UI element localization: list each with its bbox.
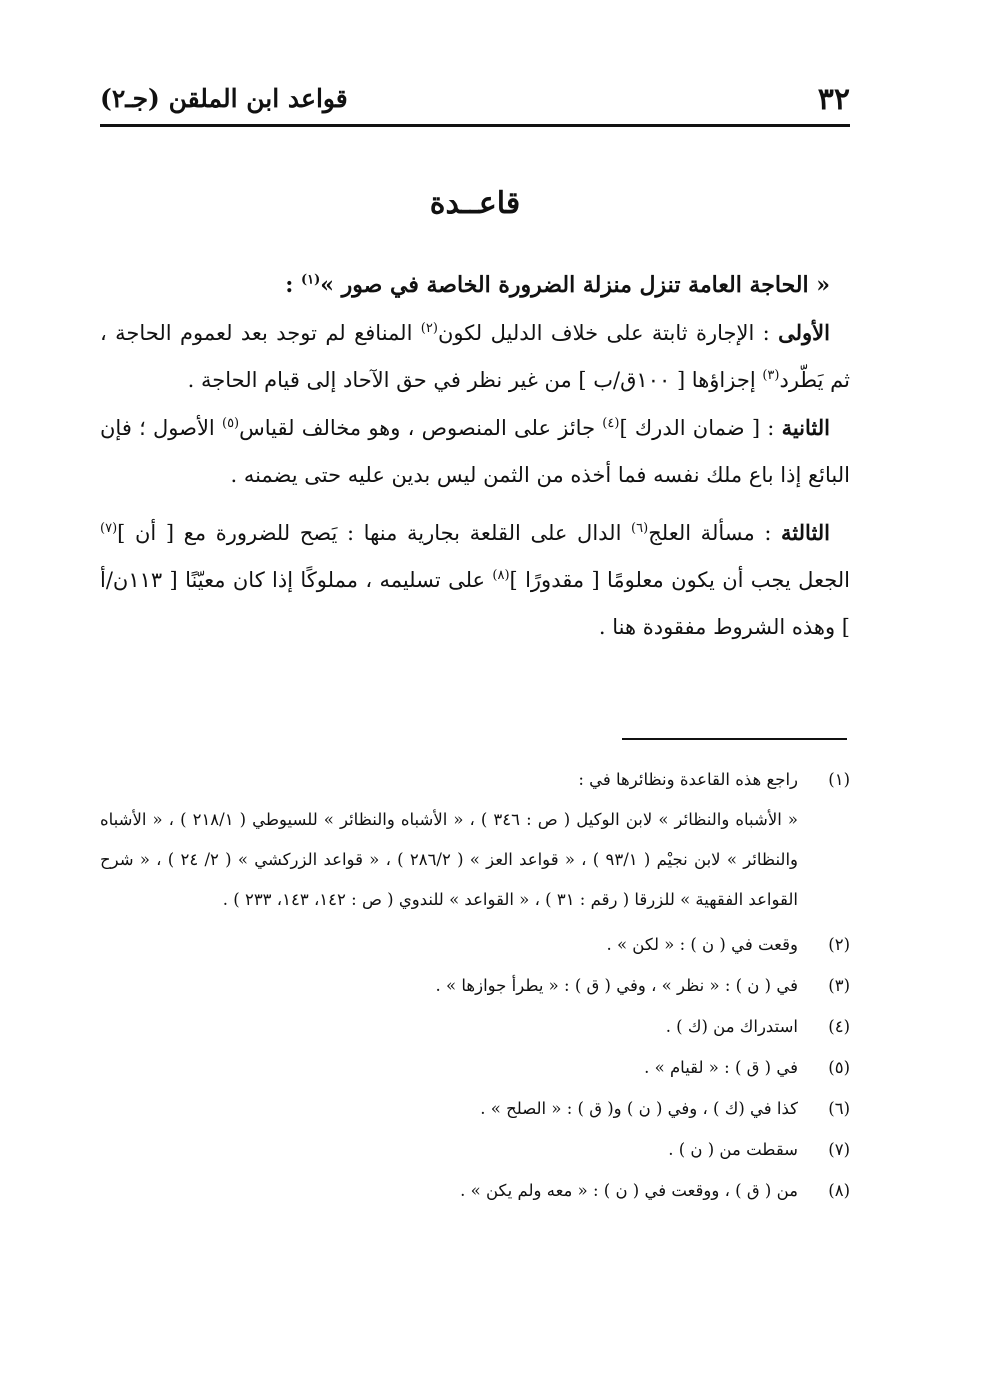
item-text: الدال على القلعة بجارية منها : يَصح للضرورة مع [ أن ] bbox=[117, 521, 632, 545]
footnote bbox=[100, 1135, 850, 1164]
item-first bbox=[100, 309, 850, 404]
footnote-ref: (٨) bbox=[492, 568, 510, 583]
item-label: الثانية bbox=[781, 415, 830, 440]
rule-text: « الحاجة العامة تنزل منزلة الضرورة الخاصة في صور » bbox=[320, 272, 830, 298]
footnote-text: في ( ن ) : « نظر » ، وفي ( ق ) : « يطرأ جوازها » . bbox=[435, 976, 798, 995]
item-text: الأصول ؛ فإن البائع إذا باع ملك نفسه فما أخذه من الثمن ليس بدين عليه حتى يضمنه . bbox=[100, 416, 850, 487]
header-rule bbox=[100, 124, 850, 127]
footnote-number: (٧) bbox=[828, 1140, 850, 1159]
page-number: ٣٢ bbox=[817, 82, 850, 117]
item-label: الأولى bbox=[778, 320, 830, 345]
footnote-ref: (٥) bbox=[221, 416, 240, 431]
footnote bbox=[100, 971, 850, 1000]
main-text bbox=[100, 262, 850, 651]
footnote-separator bbox=[622, 738, 847, 740]
footnote bbox=[100, 760, 850, 920]
footnote-text: سقطت من ( ن ) . bbox=[668, 1140, 798, 1159]
item-text: الجعل يجب أن يكون معلومًا [ مقدورًا ] bbox=[509, 568, 851, 592]
footnote-ref: (٧) bbox=[100, 521, 118, 536]
footnote-ref: (٦) bbox=[631, 521, 649, 536]
item-label: الثالثة bbox=[781, 520, 831, 545]
footnote-number: (٦) bbox=[828, 1099, 850, 1118]
footnote-text: راجع هذه القاعدة ونظائرها في : bbox=[578, 770, 798, 789]
footnote bbox=[100, 1094, 850, 1123]
footnote-number: (٢) bbox=[828, 935, 850, 954]
footnote bbox=[100, 1012, 850, 1041]
footnote-text: من ( ق ) ، ووقعت في ( ن ) : « معه ولم يكن » . bbox=[460, 1181, 798, 1200]
item-text: : الإجارة ثابتة على خلاف الدليل لكون bbox=[437, 321, 779, 345]
running-head bbox=[100, 82, 850, 122]
footnote-text: كذا في (ك ) ، وفي ( ن ) و( ق ) : « الصلح » . bbox=[480, 1099, 798, 1118]
footnote bbox=[100, 1053, 850, 1082]
footnote-ref: (٢) bbox=[420, 321, 438, 336]
footnote bbox=[100, 1176, 850, 1205]
footnote-ref: (١) bbox=[300, 272, 321, 288]
item-text: على تسليمه ، مملوكًا إذا كان معيّنًا [ ١١٣ن/أ ] وهذه الشروط مفقودة هنا . bbox=[100, 568, 850, 639]
footnote-number: (٤) bbox=[828, 1017, 850, 1036]
item-second bbox=[100, 404, 850, 499]
item-text: : مسألة العلج bbox=[648, 521, 782, 545]
section-title: قاعــدة bbox=[429, 186, 521, 221]
footnote-text: وقعت في ( ن ) : « لكن » . bbox=[606, 935, 798, 954]
rule-tail: : bbox=[285, 272, 301, 298]
footnote-text: في ( ق ) : « لقيام » . bbox=[644, 1058, 798, 1077]
footnote bbox=[100, 930, 850, 959]
footnote-number: (٨) bbox=[828, 1181, 850, 1200]
book-title: قواعد ابن الملقن (جـ٢) bbox=[100, 84, 348, 113]
item-third bbox=[100, 509, 850, 651]
footnote-number: (١) bbox=[828, 770, 850, 789]
item-text: المنافع لم توجد بعد لعموم الحاجة ، ثم يَطّرد bbox=[100, 321, 850, 392]
footnote-number: (٣) bbox=[828, 976, 850, 995]
footnote-text: استدراك من (ك ) . bbox=[665, 1017, 798, 1036]
footnote-references: « الأشباه والنظائر » لابن الوكيل ( ص : ٣٤٦ ) ، « الأشباه والنظائر » للسيوطي ( ٢١٨/١ ) ، « الأشباه والنظائر » لابن نجيْم ( ٩٣/١ ) ، « قواعد العز » ( ٢٨٦/٢ ) ، « قواعد الزركشي » ( ٢/ ٢٤ ) ، « شرح القواعد الفقهية » للزرقا ( رقم : ٣١ ) ، « القواعد » للندوي ( ص : ١٤٢، ١٤٣، ٢٣٣ ) . bbox=[100, 810, 799, 909]
item-text: إجزاؤها [ ١٠٠ق/ب ] من غير نظر في حق الآحاد إلى قيام الحاجة . bbox=[187, 368, 763, 392]
footnote-ref: (٤) bbox=[602, 416, 620, 431]
footnotes bbox=[100, 760, 850, 1217]
footnote-number: (٥) bbox=[828, 1058, 850, 1077]
item-text: جائز على المنصوص ، وهو مخالف لقياس bbox=[239, 416, 603, 440]
rule-statement bbox=[100, 262, 850, 309]
footnote-ref: (٣) bbox=[762, 368, 780, 383]
item-text: : [ ضمان الدرك ] bbox=[619, 416, 782, 440]
